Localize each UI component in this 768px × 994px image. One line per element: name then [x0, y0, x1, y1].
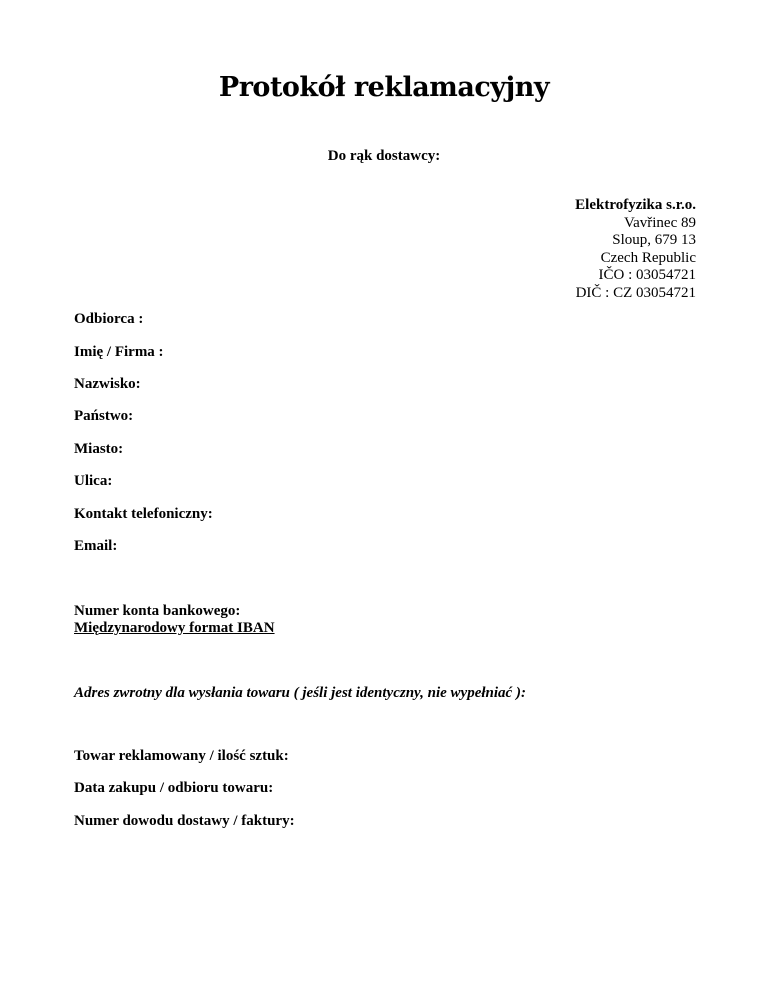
supplier-street: Vavřinec 89: [623, 214, 696, 231]
country-label: Państwo:: [74, 408, 134, 424]
supplier-country: Czech Republic: [600, 249, 696, 266]
name-company-label: Imię / Firma :: [74, 344, 164, 360]
street-label: Ulica:: [74, 473, 113, 489]
to-supplier-heading: Do rąk dostawcy:: [327, 148, 441, 164]
iban-format-label: Międzynarodowy format IBAN: [74, 620, 275, 636]
bank-account-label: Numer konta bankowego:: [74, 603, 241, 619]
return-address-label: Adres zwrotny dla wysłania towaru ( jeśli jest identyczny, nie wypełniać ):: [74, 685, 526, 701]
goods-quantity-label: Towar reklamowany / ilość sztuk:: [74, 748, 289, 764]
email-label: Email:: [74, 538, 118, 554]
supplier-name: Elektrofyzika s.r.o.: [575, 197, 696, 213]
delivery-proof-label: Numer dowodu dostawy / faktury:: [74, 813, 295, 829]
supplier-city: Sloup, 679 13: [612, 232, 696, 248]
surname-label: Nazwisko:: [74, 376, 141, 392]
supplier-address-block: [575, 197, 696, 302]
purchase-date-label: Data zakupu / odbioru towaru:: [74, 780, 274, 796]
supplier-dic: DIČ : CZ 03054721: [575, 284, 696, 301]
city-label: Miasto:: [74, 441, 124, 457]
page-title: Protokół reklamacyjny: [218, 72, 550, 103]
supplier-ico: IČO : 03054721: [598, 267, 696, 283]
recipient-label: Odbiorca :: [74, 311, 144, 327]
phone-label: Kontakt telefoniczny:: [74, 506, 213, 522]
